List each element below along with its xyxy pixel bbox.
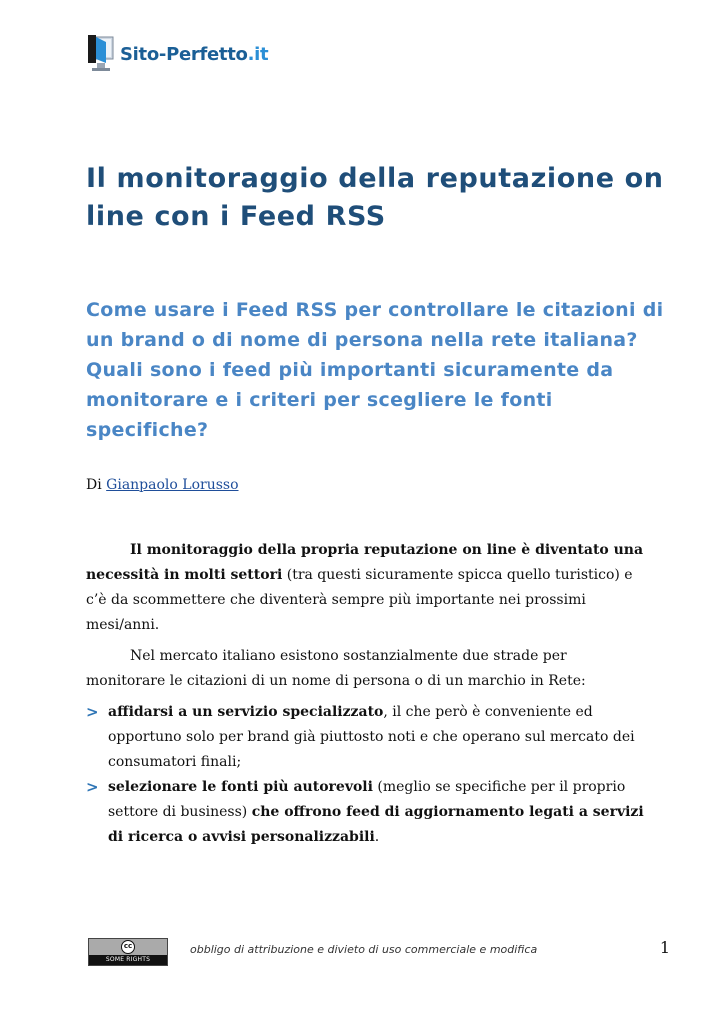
list-item-bold-2: che offrono feed di aggiornamento legati a servizi di ricerca o avvisi personalizzabili — [108, 804, 644, 845]
article-title: Il monitoraggio della reputazione on line con i Feed RSS — [86, 163, 664, 232]
byline-prefix: Di — [86, 477, 102, 493]
paragraph-intro-bold: Il monitoraggio della propria reputazione on line è diventato una necessità in molti settori — [86, 542, 644, 583]
article-subtitle: Come usare i Feed RSS per controllare le citazioni di un brand o di nome di persona nella rete italiana? Quali sono i feed più importanti sicuramente da monitorare e i criteri per scegliere le fonti specifiche? — [86, 299, 664, 441]
paragraph-intro — [86, 538, 646, 638]
paragraph-market: Nel mercato italiano esistono sostanzialmente due strade per monitorare le citazioni di un nome di persona o di un marchio in Rete: — [86, 648, 586, 689]
chevron-bullet-icon: > — [86, 703, 99, 721]
creative-commons-badge[interactable] — [88, 938, 168, 973]
list-item-mid: (meglio se specifiche per il proprio settore di business) — [108, 779, 626, 820]
page-number: 1 — [659, 938, 670, 957]
list-item-rest: , il che però è conveniente ed opportuno solo per brand già piuttosto noti e che operano sul mercato dei consumatori finali; — [108, 704, 635, 770]
chevron-bullet-icon: > — [86, 778, 99, 796]
cc-rights-label: SOME RIGHTS RESERVED — [89, 955, 167, 965]
list-item-bold: selezionare le fonti più autorevoli — [108, 779, 373, 795]
list-item-bold: affidarsi a un servizio specializzato — [108, 704, 384, 720]
byline — [86, 475, 239, 495]
logo-text: Sito-Perfetto.it — [120, 43, 269, 65]
paragraph-intro-rest: (tra questi sicuramente spicca quello turistico) e c’è da scommettere che diventerà sempre più importante nei prossimi mesi/anni. — [86, 567, 633, 633]
author-link[interactable]: Gianpaolo Lorusso — [106, 477, 239, 493]
license-note: obbligo di attribuzione e divieto di uso commerciale e modifica — [190, 943, 538, 956]
cc-logo-icon: cc — [121, 940, 135, 954]
page-footer — [88, 938, 670, 973]
logo-suffix: .it — [247, 43, 269, 65]
options-list — [86, 700, 646, 850]
book-monitor-icon — [86, 33, 116, 75]
list-item-end: . — [374, 829, 380, 845]
list-item — [86, 775, 646, 850]
article-body — [86, 538, 646, 850]
list-item — [86, 700, 646, 775]
site-logo[interactable] — [86, 33, 268, 75]
